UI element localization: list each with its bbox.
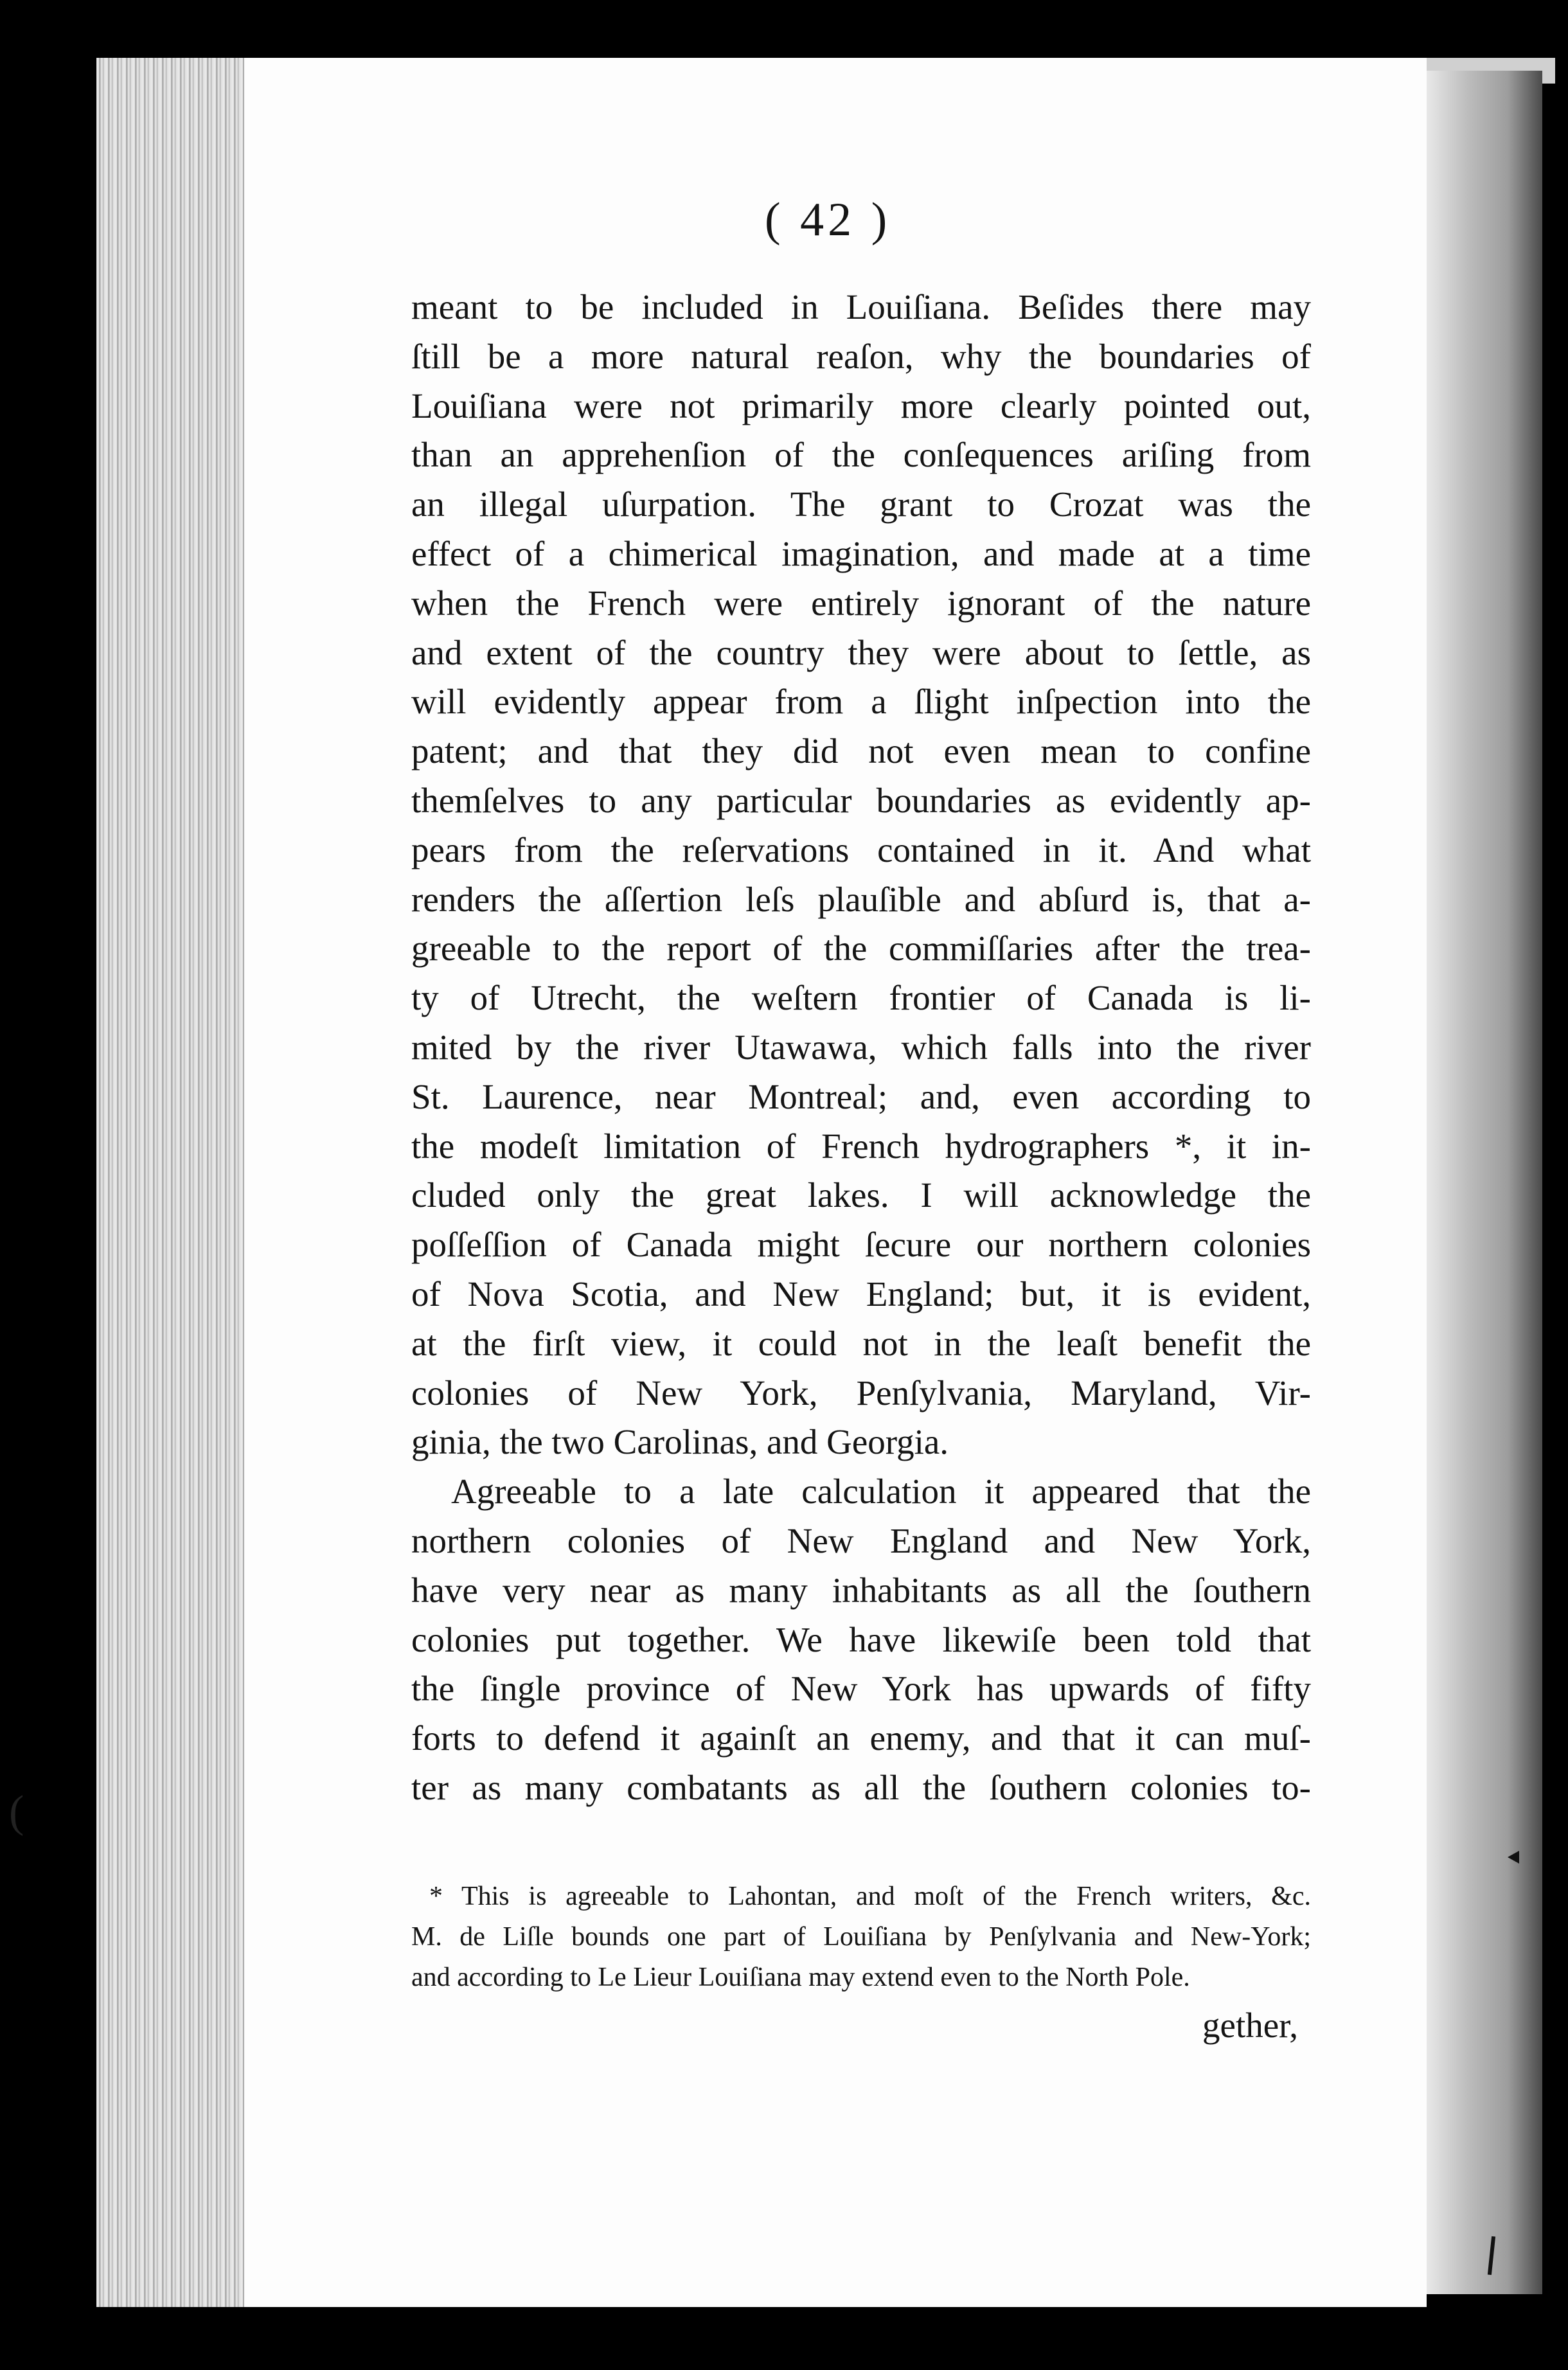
page-number: ( 42 ): [765, 193, 891, 246]
text-line: themſelves to any particular boundaries as evidently ap-: [411, 780, 1311, 820]
text-line: the ſingle province of New York has upwards of fifty: [411, 1669, 1311, 1709]
text-line: an illegal uſurpation. The grant to Crozat was the: [411, 485, 1311, 524]
text-line: greeable to the report of the commiſſaries after the trea-: [411, 929, 1311, 968]
body-text: [411, 283, 1311, 1813]
page-edge-right: [1427, 71, 1542, 2294]
text-line: than an apprehenſion of the conſequences ariſing from: [411, 435, 1311, 475]
text-line: Agreeable to a late calculation it appeared that the: [451, 1472, 1311, 1511]
text-line: meant to be included in Louiſiana. Beſides there may: [411, 287, 1311, 326]
text-line: at the firſt view, it could not in the leaſt benefit the: [411, 1323, 1311, 1363]
page-edges-left: [96, 58, 244, 2307]
text-line: of Nova Scotia, and New England; but, it is evident,: [411, 1274, 1311, 1314]
footnote-line: * This is agreeable to Lahontan, and moſt of the French writers, &c.: [429, 1882, 1311, 1911]
text-line: St. Laurence, near Montreal; and, even according to: [411, 1076, 1311, 1116]
text-line: poſſeſſion of Canada might ſecure our northern colonies: [411, 1225, 1311, 1265]
text-line: northern colonies of New England and New York,: [411, 1520, 1311, 1560]
text-line: when the French were entirely ignorant of the nature: [411, 583, 1311, 623]
text-line: ſtill be a more natural reaſon, why the boundaries of: [411, 336, 1311, 376]
stray-arrow-mark: [1508, 1851, 1519, 1864]
text-line: ter as many combatants as all the ſouthern colonies to-: [411, 1767, 1311, 1807]
text-line: mited by the river Utawawa, which falls into the river: [411, 1027, 1311, 1067]
text-line: effect of a chimerical imagination, and made at a time: [411, 533, 1311, 573]
footnote-line: M. de Liſle bounds one part of Louiſiana by Penſylvania and New-York;: [411, 1922, 1311, 1952]
text-line: ty of Utrecht, the weſtern frontier of Canada is li-: [411, 978, 1311, 1018]
text-line: forts to defend it againſt an enemy, and that it can muſ-: [411, 1718, 1311, 1758]
footnote-line: and according to Le Lieur Louiſiana may extend even to the North Pole.: [411, 1963, 1190, 1992]
stray-bracket-mark: (: [9, 1787, 24, 1837]
text-line: will evidently appear from a ſlight inſpection into the: [411, 682, 1311, 722]
text-line: patent; and that they did not even mean to confine: [411, 731, 1311, 771]
text-line: ginia, the two Carolinas, and Georgia.: [411, 1422, 949, 1462]
text-line: colonies of New York, Penſylvania, Maryland, Vir-: [411, 1373, 1311, 1412]
footnote: [411, 1876, 1311, 1998]
text-line: Louiſiana were not primarily more clearly pointed out,: [411, 386, 1311, 425]
catchword: gether,: [1202, 2006, 1298, 2045]
text-line: and extent of the country they were about to ſettle, as: [411, 632, 1311, 672]
text-line: have very near as many inhabitants as all the ſouthern: [411, 1570, 1311, 1610]
text-line: renders the aſſertion leſs plauſible and abſurd is, that a-: [411, 879, 1311, 919]
text-line: cluded only the great lakes. I will acknowledge the: [411, 1175, 1311, 1215]
text-line: pears from the reſervations contained in it. And what: [411, 830, 1311, 869]
text-line: colonies put together. We have likewiſe been told that: [411, 1619, 1311, 1659]
text-line: the modeſt limitation of French hydrographers *, it in-: [411, 1126, 1311, 1166]
